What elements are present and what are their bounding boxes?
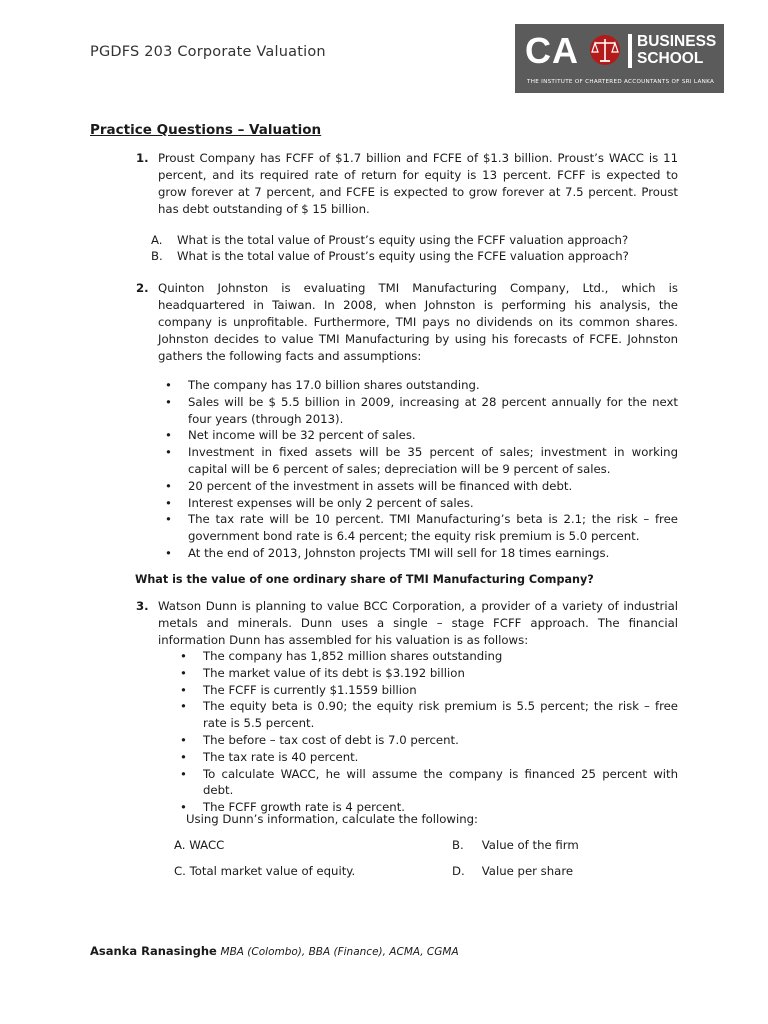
part-label: B. <box>151 249 163 263</box>
list-item <box>452 838 579 852</box>
list-item: • The tax rate is 40 percent. <box>177 749 678 766</box>
footer <box>90 944 459 958</box>
logo-line-2: SCHOOL <box>637 50 704 67</box>
question-1-parts <box>151 232 681 264</box>
logo-line-1: BUSINESS <box>637 33 717 50</box>
question-1 <box>136 150 678 218</box>
item-text: WACC <box>189 838 225 852</box>
list-item <box>151 248 681 264</box>
item-label: A. <box>174 838 186 852</box>
question-3-facts <box>177 648 678 816</box>
author-credentials: MBA (Colombo), BBA (Finance), ACMA, CGMA <box>220 946 459 958</box>
list-item: • At the end of 2013, Johnston projects TMI will sell for 18 times earnings. <box>162 545 678 562</box>
list-item: • To calculate WACC, he will assume the company is financed 25 percent with debt. <box>177 766 678 800</box>
list-item <box>452 864 573 878</box>
item-text: Value per share <box>481 864 574 878</box>
logo-wordmark <box>637 33 716 67</box>
author-name: Asanka Ranasinghe <box>90 944 217 958</box>
item-label: D. <box>452 864 465 878</box>
list-item: • The market value of its debt is $3.192 billion <box>177 665 678 682</box>
ca-business-school-logo <box>515 24 724 93</box>
question-text: Quinton Johnston is evaluating TMI Manufacturing Company, Ltd., which is headquartered in Taiwan. In 2008, when Johnston is performing his analysis, the company is unprofitable. Furthermore, TMI pays no dividends on its common shares. Johnston decides to value TMI Manufacturing by using his forecasts of FCFE. Johnston gathers the following facts and assumptions: <box>158 281 678 363</box>
section-title: Practice Questions – Valuation <box>90 122 322 138</box>
part-text: What is the total value of Proust’s equity using the FCFF valuation approach? <box>177 233 629 247</box>
list-item: • The FCFF growth rate is 4 percent. <box>177 799 678 816</box>
list-item: • Interest expenses will be only 2 percent of sales. <box>162 495 678 512</box>
question-text: Proust Company has FCFF of $1.7 billion and FCFE of $1.3 billion. Proust’s WACC is 11 percent, and its required rate of return for equity is 13 percent. FCFF is expected to grow forever at 7 percent, and FCFE is expected to grow forever at 7.5 percent. Proust has debt outstanding of $ 15 billion. <box>158 151 678 216</box>
list-item <box>151 232 681 248</box>
question-number: 1. <box>136 151 149 165</box>
list-item: • The company has 1,852 million shares outstanding <box>177 648 678 665</box>
part-label: A. <box>151 233 163 247</box>
question-number: 2. <box>136 281 149 295</box>
list-item: • The equity beta is 0.90; the equity risk premium is 5.5 percent; the risk – free rate is 5.5 percent. <box>177 698 678 732</box>
list-item: • The tax rate will be 10 percent. TMI Manufacturing’s beta is 2.1; the risk – free government bond rate is 6.4 percent; the equity risk premium is 5.0 percent. <box>162 511 678 545</box>
list-item: • Investment in fixed assets will be 35 percent of sales; investment in working capital will be 6 percent of sales; depreciation will be 9 percent of sales. <box>162 444 678 478</box>
question-number: 3. <box>136 599 149 613</box>
logo-letters: CA <box>525 30 579 71</box>
item-text: Value of the firm <box>481 838 579 852</box>
question-text: Watson Dunn is planning to value BCC Corporation, a provider of a variety of industrial metals and minerals. Dunn uses a single – stage FCFF approach. The financial information Dunn has assembled for his valuation is as follows: <box>158 599 678 647</box>
question-3-instruction: Using Dunn’s information, calculate the following: <box>186 812 478 826</box>
list-item: • 20 percent of the investment in assets will be financed with debt. <box>162 478 678 495</box>
question-2-ask: What is the value of one ordinary share of TMI Manufacturing Company? <box>135 573 594 586</box>
logo-divider <box>628 34 632 68</box>
list-item <box>174 864 355 878</box>
logo-subtitle: THE INSTITUTE OF CHARTERED ACCOUNTANTS OF SRI LANKA <box>527 79 715 85</box>
list-item: • Sales will be $ 5.5 billion in 2009, increasing at 28 percent annually for the next four years (through 2013). <box>162 394 678 428</box>
item-label: C. <box>174 864 186 878</box>
list-item: • The company has 17.0 billion shares outstanding. <box>162 377 678 394</box>
part-text: What is the total value of Proust’s equity using the FCFE valuation approach? <box>177 249 629 263</box>
header-title: PGDFS 203 Corporate Valuation <box>90 44 326 60</box>
scales-of-justice-icon <box>588 33 622 69</box>
question-2 <box>136 280 678 365</box>
question-2-assumptions <box>162 377 678 562</box>
list-item: • Net income will be 32 percent of sales. <box>162 427 678 444</box>
list-item <box>174 838 224 852</box>
question-3 <box>136 598 678 649</box>
list-item: • The FCFF is currently $1.1559 billion <box>177 682 678 699</box>
item-text: Total market value of equity. <box>189 864 356 878</box>
item-label: B. <box>452 838 464 852</box>
list-item: • The before – tax cost of debt is 7.0 percent. <box>177 732 678 749</box>
